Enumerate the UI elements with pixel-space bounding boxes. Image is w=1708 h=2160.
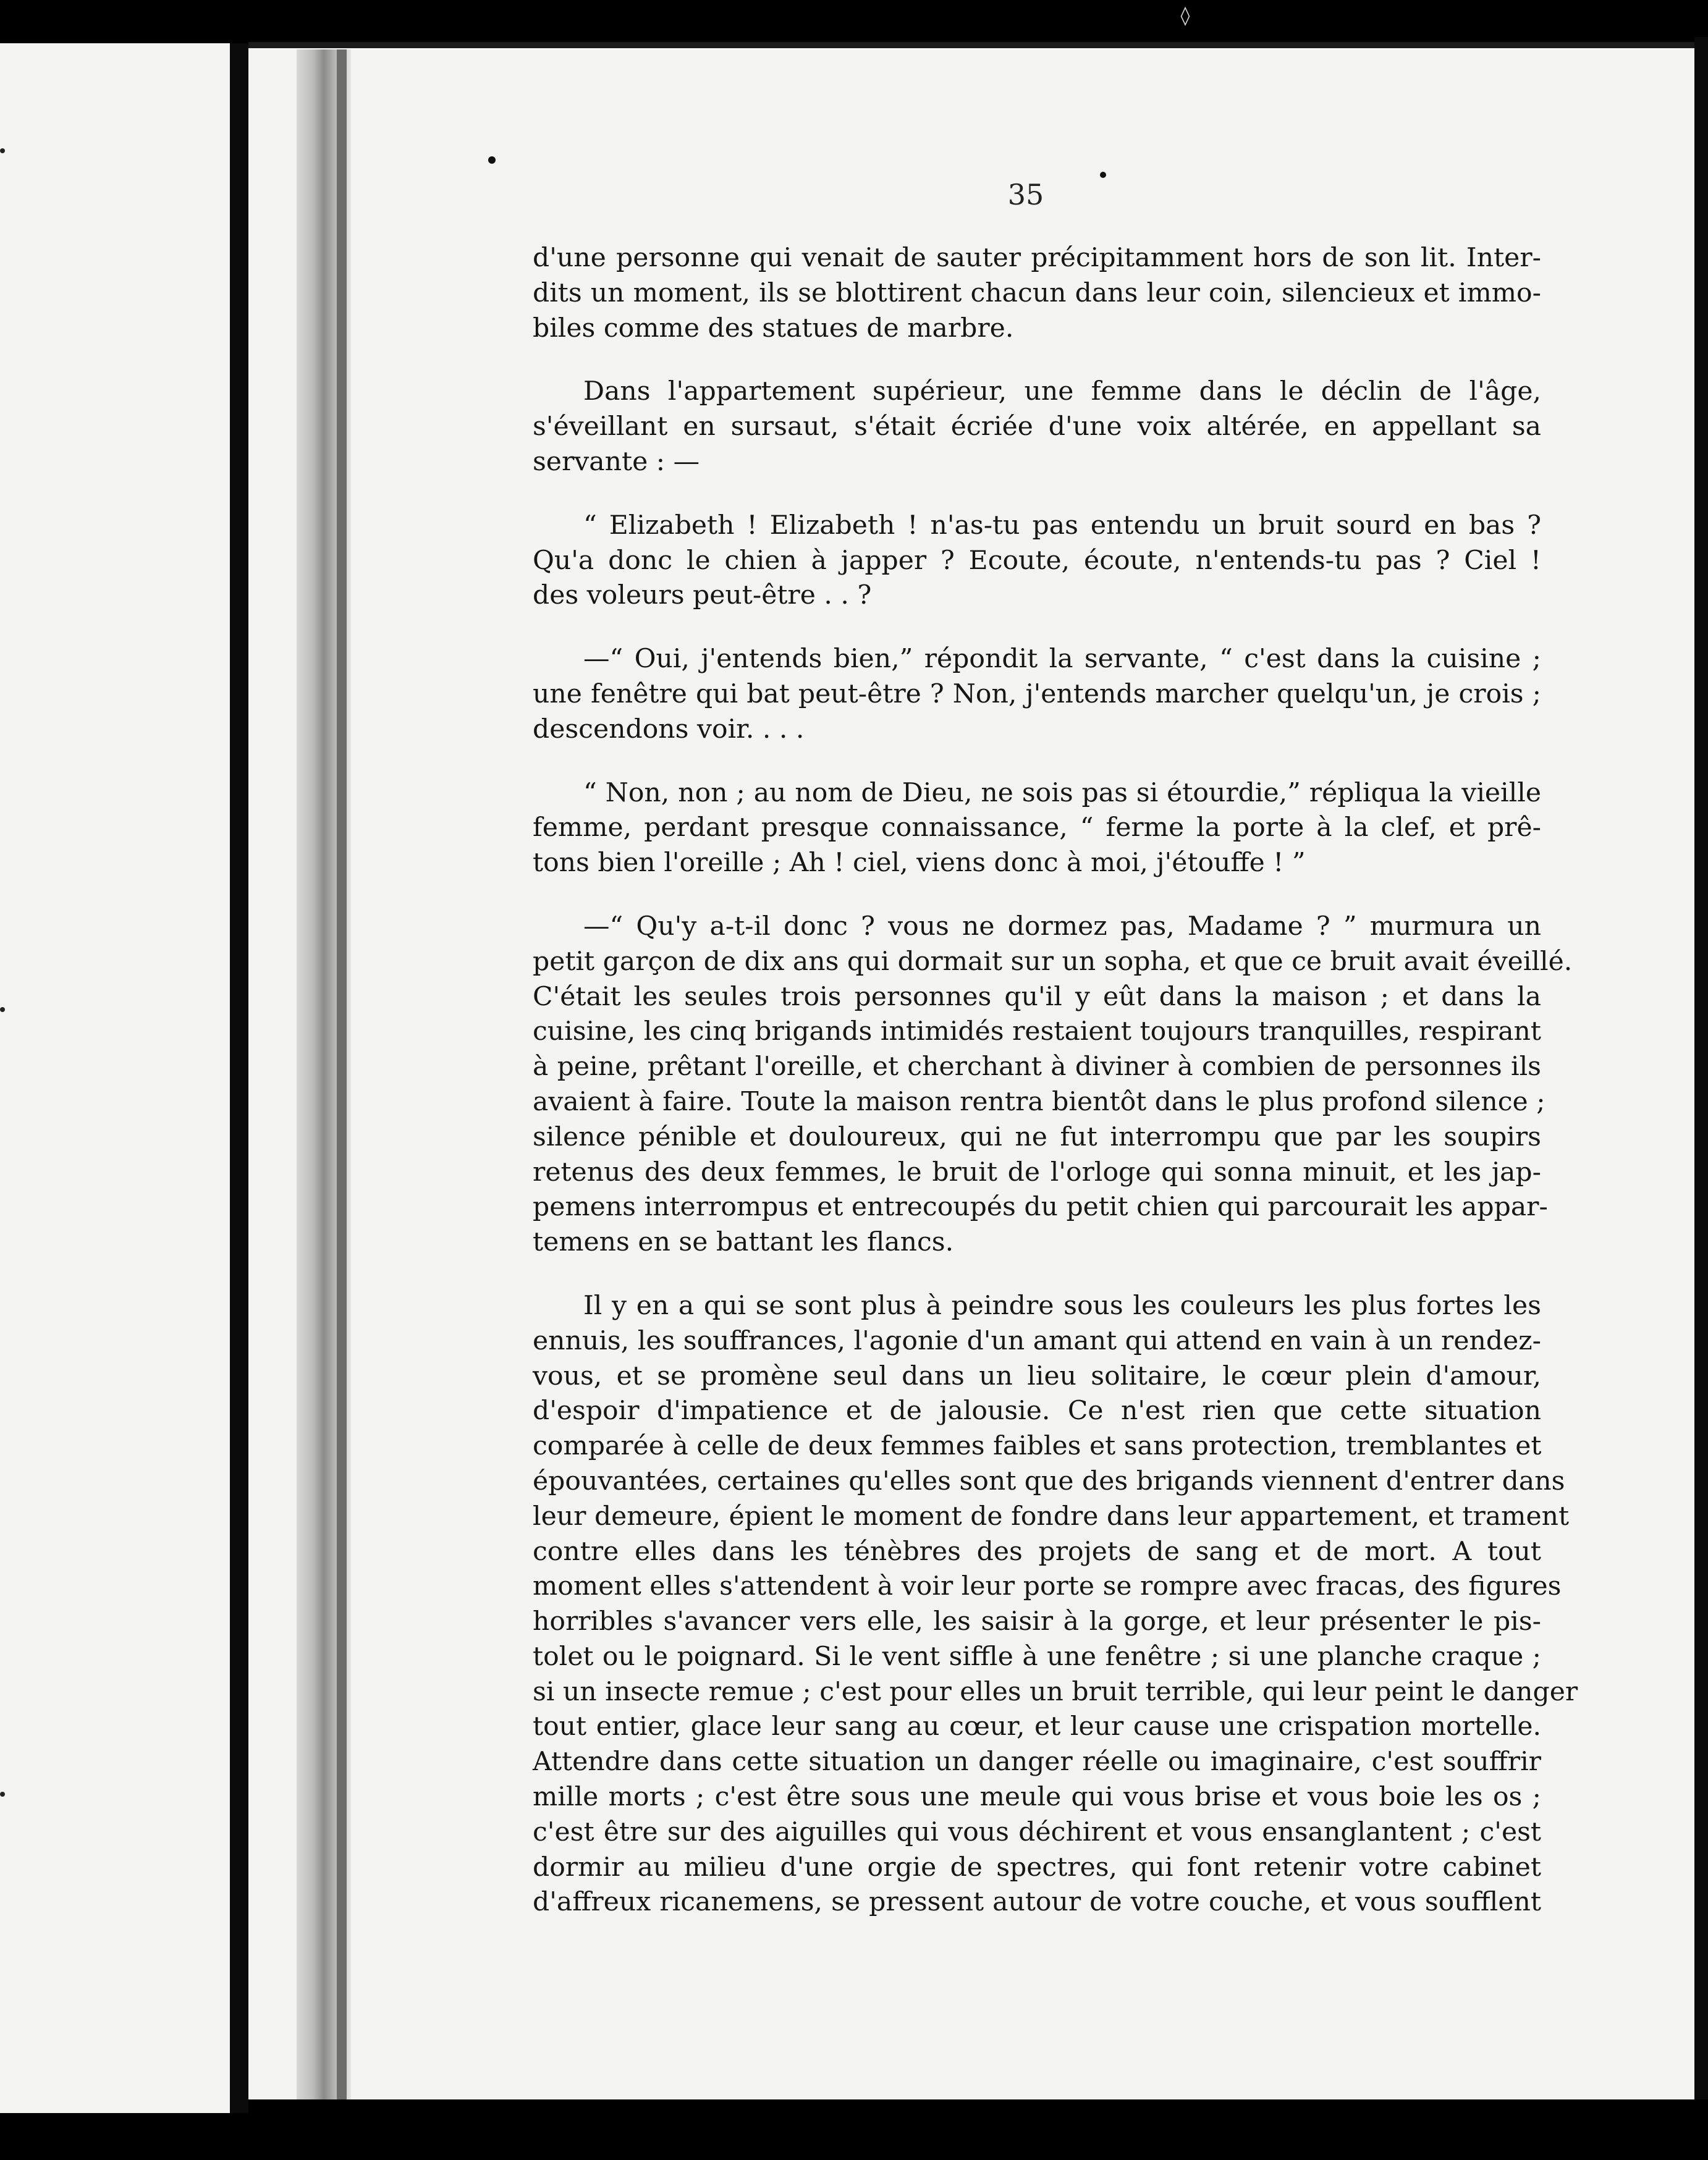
text-line: tolet ou le poignard. Si le vent siffle à une fenêtre ; si une planche craque ; [533, 1641, 1541, 1672]
text-line: petit garçon de dix ans qui dormait sur un sopha, et que ce bruit avait éveillé. [533, 946, 1573, 977]
text-line: servante : — [533, 446, 700, 477]
text-line: Il y en a qui se sont plus à peindre sous les couleurs les plus fortes les [583, 1290, 1541, 1321]
text-line: C'était les seules trois personnes qu'il y eût dans la maison ; et dans la [533, 981, 1541, 1012]
text-line: tout entier, glace leur sang au cœur, et leur cause une crispation mortelle. [533, 1711, 1541, 1742]
speck [0, 148, 5, 153]
text-line: “ Elizabeth ! Elizabeth ! n'as-tu pas entendu un bruit sourd en bas ? [583, 510, 1541, 541]
text-line: à peine, prêtant l'oreille, et cherchant à diviner à combien de personnes ils [533, 1052, 1541, 1082]
text-line: épouvantées, certaines qu'elles sont que des brigands viennent d'entrer dans [533, 1466, 1565, 1496]
text-line: ennuis, les souffrances, l'agonie d'un amant qui attend en vain à un rendez- [533, 1325, 1541, 1356]
paragraph [533, 241, 1541, 346]
paragraph [533, 909, 1573, 1260]
text-line: vous, et se promène seul dans un lieu solitaire, le cœur plein d'amour, [533, 1361, 1541, 1391]
paragraph [533, 1289, 1578, 1920]
text-line: silence pénible et douloureux, qui ne fut interrompu que par les soupirs [533, 1121, 1541, 1152]
text-line: Attendre dans cette situation un danger réelle ou imaginaire, c'est souffrir [533, 1747, 1541, 1778]
text-line: biles comme des statues de marbre. [533, 313, 1014, 344]
text-line: —“ Oui, j'entends bien,” répondit la servante, “ c'est dans la cuisine ; [583, 644, 1541, 675]
text-line: une fenêtre qui bat peut-être ? Non, j'entends marcher quelqu'un, je crois ; [533, 678, 1541, 709]
body-text [533, 241, 1578, 1920]
text-line: moment elles s'attendent à voir leur porte se rompre avec fracas, des figures [533, 1571, 1562, 1602]
paragraph [533, 508, 1541, 614]
text-line: tons bien l'oreille ; Ah ! ciel, viens donc à moi, j'étouffe ! ” [533, 848, 1306, 879]
text-line: Dans l'appartement supérieur, une femme dans le déclin de l'âge, [583, 376, 1541, 407]
text-line: temens en se battant les flancs. [533, 1227, 954, 1258]
left-page-shadow [230, 43, 248, 2113]
text-line: d'une personne qui venait de sauter précipitamment hors de son lit. Inter- [533, 243, 1541, 273]
text-line: dormir au milieu d'une orgie de spectres, qui font retenir votre cabinet [533, 1852, 1541, 1883]
binding-line [337, 49, 347, 2107]
text-line: descendons voir. . . . [533, 714, 805, 745]
text-line: c'est être sur des aiguilles qui vous déchirent et vous ensanglantent ; c'est [533, 1816, 1541, 1847]
page-number: 35 [1007, 178, 1044, 211]
text-line: d'affreux ricanemens, se pressent autour de votre couche, et vous soufflent [533, 1887, 1541, 1918]
scan-bottom-border [248, 2099, 1708, 2160]
speck [0, 1007, 5, 1012]
text-line: avaient à faire. Toute la maison rentra bientôt dans le plus profond silence ; [533, 1086, 1545, 1117]
text-line: horribles s'avancer vers elle, les saisir à la gorge, et leur présenter le pis- [533, 1606, 1541, 1637]
text-line: s'éveillant en sursaut, s'était écriée d'une voix altérée, en appellant sa [533, 411, 1541, 442]
text-line: “ Non, non ; au nom de Dieu, ne sois pas si étourdie,” répliqua la vieille [583, 777, 1541, 808]
speck [0, 1792, 5, 1797]
text-line: contre elles dans les ténèbres des projets de sang et de mort. A tout [533, 1536, 1541, 1567]
text-line: —“ Qu'y a-t-il donc ? vous ne dormez pas, Madame ? ” murmura un [583, 911, 1541, 942]
text-line: Qu'a donc le chien à japper ? Ecoute, écoute, n'entends-tu pas ? Ciel ! [533, 545, 1541, 576]
corner-mark: ◊ [1180, 5, 1190, 27]
speck [488, 156, 496, 164]
text-line: des voleurs peut-être . . ? [533, 580, 872, 611]
text-line: mille morts ; c'est être sous une meule qui vous brise et vous boie les os ; [533, 1782, 1541, 1813]
text-line: comparée à celle de deux femmes faibles et sans protection, tremblantes et [533, 1431, 1542, 1462]
text-line: pemens interrompus et entrecoupés du petit chien qui parcourait les appar- [533, 1192, 1548, 1223]
text-line: cuisine, les cinq brigands intimidés restaient toujours tranquilles, respirant [533, 1016, 1541, 1047]
paragraph [533, 642, 1541, 747]
text-line: leur demeure, épient le moment de fondre dans leur appartement, et trament [533, 1501, 1570, 1532]
text-line: d'espoir d'impatience et de jalousie. Ce n'est rien que cette situation [533, 1396, 1541, 1427]
text-line: dits un moment, ils se blottirent chacun dans leur coin, silencieux et immo- [533, 277, 1541, 308]
text-line: femme, perdant presque connaissance, “ ferme la porte à la clef, et prê- [533, 812, 1541, 843]
text-line: si un insecte remue ; c'est pour elles un bruit terrible, qui leur peint le danger [533, 1676, 1578, 1707]
speck [1100, 172, 1106, 178]
text-line: retenus des deux femmes, le bruit de l'orloge qui sonna minuit, et les jap- [533, 1157, 1541, 1188]
paragraph [533, 374, 1541, 479]
paragraph [533, 776, 1541, 881]
right-page-shadow [1694, 37, 1708, 2101]
left-page-edge [0, 43, 230, 2113]
